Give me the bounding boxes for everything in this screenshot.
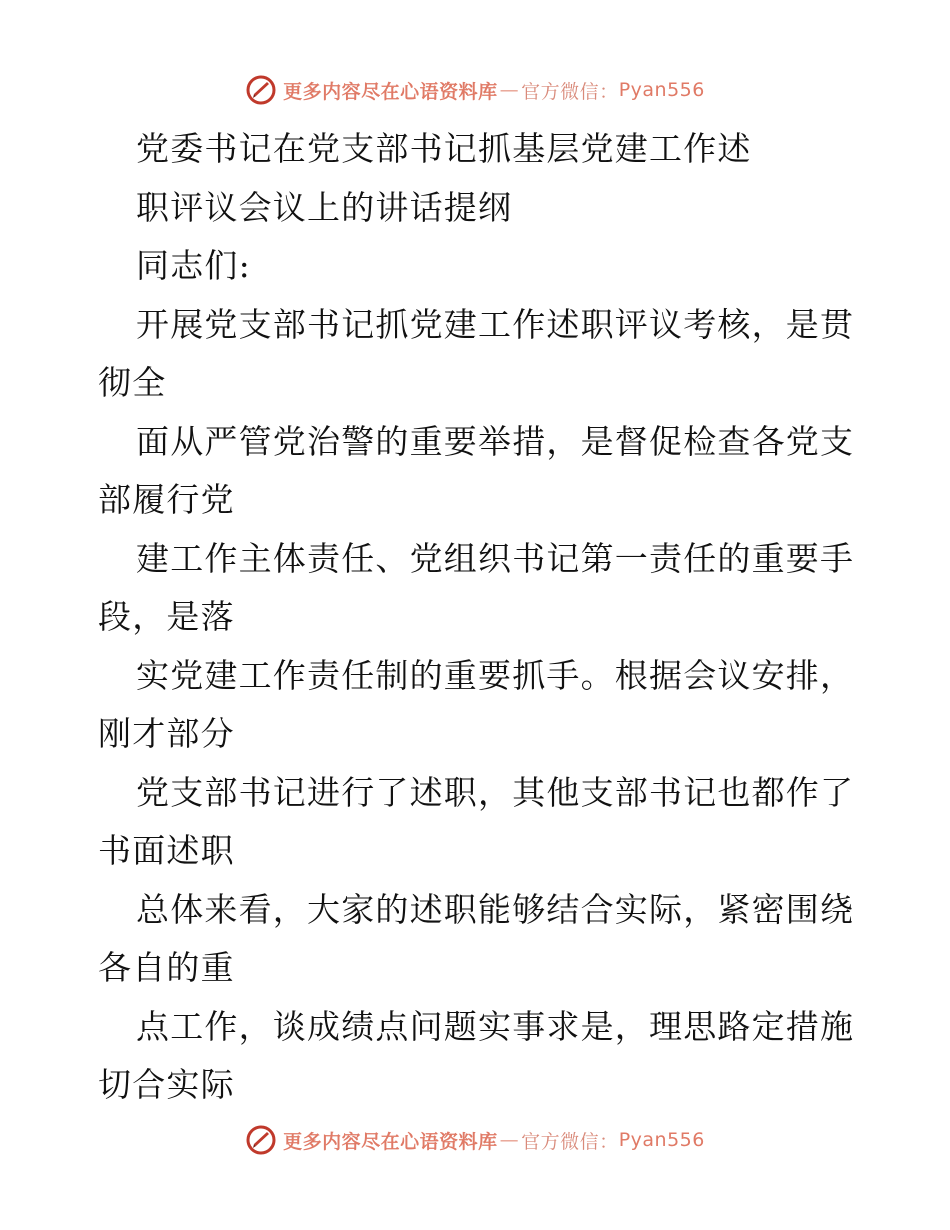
text-line: 党支部书记进行了述职，其他支部书记也都作了	[136, 772, 855, 812]
text-line: 开展党支部书记抓党建工作述职评议考核，是贯	[136, 304, 855, 344]
banner-separator: —	[499, 79, 520, 101]
text-line: 切合实际	[98, 1065, 235, 1104]
text-line: 总体来看，大家的述职能够结合实际，紧密围绕	[136, 889, 855, 929]
header-banner	[0, 70, 950, 110]
text-line: 书面述职	[98, 831, 235, 870]
banner-official-text: 官方微信：	[521, 1130, 619, 1153]
banner-site-text: 更多内容尽在心语资料库	[283, 80, 498, 103]
text-line: 彻全	[98, 363, 167, 402]
banner-official-text: 官方微信：	[521, 80, 619, 103]
text-line: 刚才部分	[98, 714, 235, 753]
logo-icon	[245, 74, 277, 106]
banner-separator: —	[499, 1129, 520, 1151]
text-line: 点工作，谈成绩点问题实事求是，理思路定措施	[136, 1006, 855, 1046]
text-line: 实党建工作责任制的重要抓手。根据会议安排，	[136, 655, 855, 695]
text-line: 职评议会议上的讲话提纲	[136, 187, 513, 227]
text-line: 段，是落	[98, 597, 235, 636]
banner-wechat-id: Pyan556	[618, 79, 705, 101]
banner-wechat-id: Pyan556	[618, 1129, 705, 1151]
logo-icon	[245, 1124, 277, 1156]
document-body	[98, 120, 858, 1115]
banner-site-text: 更多内容尽在心语资料库	[283, 1130, 498, 1153]
text-line: 党委书记在党支部书记抓基层党建工作述	[136, 129, 752, 168]
text-line: 同志们:	[136, 246, 251, 285]
text-line: 部履行党	[98, 480, 235, 519]
text-line: 面从严管党治警的重要举措，是督促检查各党支	[136, 421, 855, 461]
footer-banner	[0, 1120, 950, 1160]
text-line: 各自的重	[98, 948, 235, 987]
text-line: 建工作主体责任、党组织书记第一责任的重要手	[136, 538, 855, 578]
